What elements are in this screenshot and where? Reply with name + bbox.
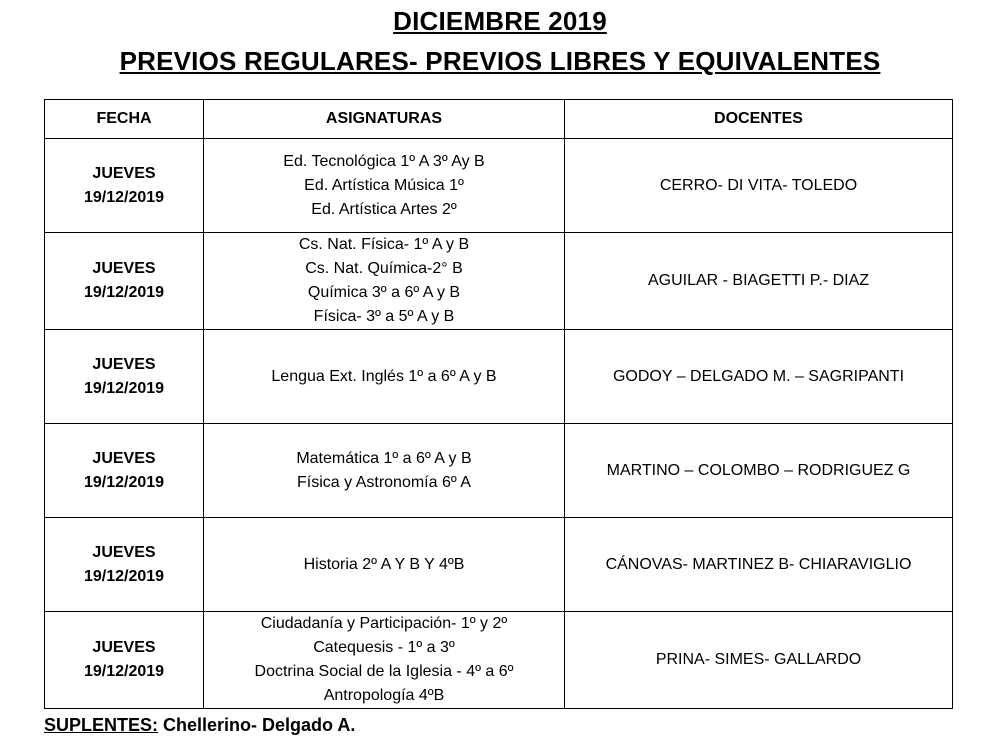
fecha-cell xyxy=(45,424,204,518)
asignatura-item: Ed. Artística Música 1º xyxy=(304,176,464,194)
asignaturas-cell xyxy=(204,330,565,424)
asignatura-item: Ed. Tecnológica 1º A 3º Ay B xyxy=(283,152,485,170)
asignaturas-cell xyxy=(204,612,565,709)
fecha-date: 19/12/2019 xyxy=(83,284,165,301)
fecha-cell xyxy=(45,139,204,233)
fecha-date: 19/12/2019 xyxy=(83,188,165,206)
asignatura-item: Ed. Artística Artes 2º xyxy=(311,200,457,218)
asignatura-item: Química 3º a 6º A y B xyxy=(307,284,461,301)
asignatura-item: Lengua Ext. Inglés 1º a 6º A y B xyxy=(271,367,497,385)
asignaturas-cell xyxy=(204,518,565,612)
document-subtitle: PREVIOS REGULARES- PREVIOS LIBRES Y EQUIVALENTES xyxy=(119,46,881,76)
fecha-date: 19/12/2019 xyxy=(83,379,165,397)
fecha-date: 19/12/2019 xyxy=(83,663,165,680)
fecha-day: JUEVES xyxy=(92,543,156,561)
fecha-date: 19/12/2019 xyxy=(83,567,165,585)
suplentes-footer xyxy=(44,712,355,738)
asignatura-item: Ciudadanía y Participación- 1º y 2º xyxy=(260,615,508,632)
docentes-cell: CÁNOVAS- MARTINEZ B- CHIARAVIGLIO xyxy=(565,518,953,612)
table-header-row xyxy=(45,100,953,139)
asignatura-item: Matemática 1º a 6º A y B xyxy=(296,449,472,467)
fecha-day: JUEVES xyxy=(92,639,156,656)
docentes-cell: GODOY – DELGADO M. – SAGRIPANTI xyxy=(565,330,953,424)
docentes-cell: MARTINO – COLOMBO – RODRIGUEZ G xyxy=(565,424,953,518)
fecha-cell xyxy=(45,518,204,612)
table-row xyxy=(45,518,953,612)
fecha-day: JUEVES xyxy=(92,260,156,277)
document-title: DICIEMBRE 2019 xyxy=(393,6,607,36)
table-row xyxy=(45,612,953,709)
asignaturas-cell xyxy=(204,139,565,233)
asignatura-item: Cs. Nat. Química-2° B xyxy=(305,260,463,277)
exam-schedule-table xyxy=(44,99,953,709)
asignatura-item: Cs. Nat. Física- 1º A y B xyxy=(298,236,470,253)
asignatura-item: Física y Astronomía 6º A xyxy=(297,473,471,491)
suplentes-label: SUPLENTES: xyxy=(44,715,159,735)
fecha-cell xyxy=(45,233,204,330)
docentes-cell: AGUILAR - BIAGETTI P.- DIAZ xyxy=(565,233,953,330)
docentes-cell: CERRO- DI VITA- TOLEDO xyxy=(565,139,953,233)
asignatura-item: Antropología 4ºB xyxy=(323,687,445,704)
table-row xyxy=(45,139,953,233)
asignaturas-cell xyxy=(204,233,565,330)
table-row xyxy=(45,233,953,330)
header-fecha: FECHA xyxy=(45,100,204,139)
asignatura-item: Catequesis - 1º a 3º xyxy=(313,639,455,656)
docentes-cell: PRINA- SIMES- GALLARDO xyxy=(565,612,953,709)
asignatura-item: Historia 2º A Y B Y 4ºB xyxy=(303,555,465,573)
header-asignaturas: ASIGNATURAS xyxy=(204,100,565,139)
header-docentes: DOCENTES xyxy=(565,100,953,139)
fecha-day: JUEVES xyxy=(92,355,156,373)
fecha-day: JUEVES xyxy=(92,164,156,182)
asignaturas-cell xyxy=(204,424,565,518)
table-row xyxy=(45,424,953,518)
fecha-date: 19/12/2019 xyxy=(83,473,165,491)
table-row xyxy=(45,330,953,424)
asignatura-item: Doctrina Social de la Iglesia - 4º a 6º xyxy=(254,663,514,680)
fecha-day: JUEVES xyxy=(92,449,156,467)
asignatura-item: Física- 3º a 5º A y B xyxy=(313,308,455,325)
fecha-cell xyxy=(45,330,204,424)
fecha-cell xyxy=(45,612,204,709)
suplentes-names: Chellerino- Delgado A. xyxy=(158,715,356,735)
